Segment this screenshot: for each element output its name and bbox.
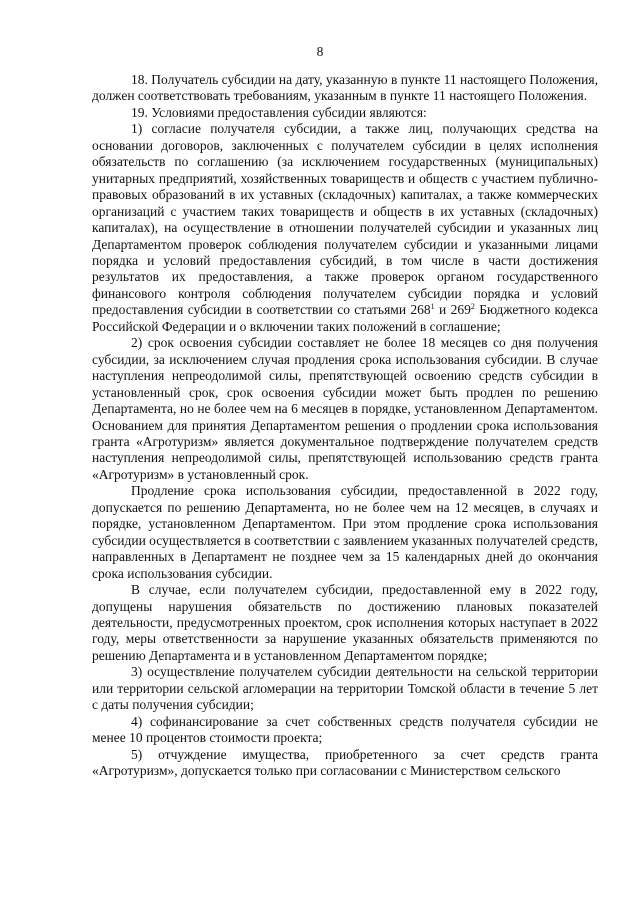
paragraph-text: 4) софинансирование за счет собственных средств получателя субсидии не менее 10 процентов стоимости проекта; (92, 713, 598, 746)
paragraph-text: и 269 (434, 302, 471, 318)
paragraph-text: 2) срок освоения субсидии составляет не более 18 месяцев со дня получения субсидии, за исключением случая продления срока использования субсидии. В случае наступления непреодолимой силы, препятствующей освоению средств субсидии в установленный срок, срок освоения субсидии может быть продлен по решению Департамента, но не более чем на 6 месяцев в порядке, установленном Департаментом. Основанием для принятия Департаментом решения о продлении срока использования гранта «Агротуризм» является документальное подтверждение получателем средств наступления непреодолимой силы, препятствующей использованию средств гранта «Агротуризм» в установленный срок. (92, 335, 598, 482)
paragraph-p19-5 (92, 747, 598, 780)
paragraph-p19-2 (92, 335, 598, 483)
paragraph-p19-1 (92, 121, 598, 335)
paragraph-text: В случае, если получателем субсидии, предоставленной ему в 2022 году, допущены нарушения обязательств по достижению плановых показателей деятельности, предусмотренных проектом, срок исполнения которых наступает в 2022 году, меры ответственности за нарушение указанных обязательств применяются по решению Департамента и в установленном Департаментом порядке; (92, 582, 598, 663)
paragraph-text: 1) согласие получателя субсидии, а также лиц, получающих средства на основании договоров, заключенных с получателем субсидии в целях исполнения обязательств по соглашению (за исключением государственных (муниципальных) унитарных предприятий, хозяйственных товариществ и обществ с участием публично-правовых образований в их уставных (складочных) капиталах, а также коммерческих организаций с участием таких товариществ и обществ в их уставных (складочных) капиталах), на осуществление в отношении получателей субсидии и указанных лиц Департаментом проверок соблюдения получателем субсидии и указанными лицами порядка и условий предоставления субсидий, в том числе в части достижения результатов их предоставления, а также проверок органом государственного финансового контроля соблюдения получателем субсидии порядка и условий предоставления субсидии в соответствии со статьями 268 (92, 121, 598, 318)
superscript: 1 (430, 302, 435, 312)
paragraph-text: 18. Получатель субсидии на дату, указанную в пункте 11 настоящего Положения, должен соответствовать требованиям, указанным в пункте 11 настоящего Положения. (92, 72, 598, 104)
paragraph-text: 5) отчуждение имущества, приобретенного за счет средств гранта «Агротуризм», допускается только при согласовании с Министерством сельского (92, 746, 598, 779)
superscript: 2 (470, 302, 475, 312)
paragraph-p19-3 (92, 664, 598, 713)
paragraph-p19 (92, 105, 598, 121)
paragraph-text: 3) осуществление получателем субсидии деятельности на сельской территории или территории сельской агломерации на территории Томской области в течение 5 лет с даты получения субсидии; (92, 664, 598, 713)
paragraph-p19-4 (92, 714, 598, 747)
paragraph-text: Бюджетного кодекса Российской Федерации и о включении таких положений в соглашение; (92, 302, 598, 334)
paragraph-text: 19. Условиями предоставления субсидии являются: (131, 104, 427, 120)
paragraph-p19-2-viol (92, 582, 598, 664)
paragraph-text: Продление срока использования субсидии, предоставленной в 2022 году, допускается по решению Департамента, но не более чем на 12 месяцев, в случаях и порядке, установленном Департаментом. При этом продление срока использования субсидии осуществляется в соответствии с заявлением указанных получателей средств, направленных в Департамент не позднее чем за 15 календарных дней до окончания срока использования субсидии. (92, 483, 598, 581)
document-body (92, 72, 598, 779)
paragraph-p18 (92, 72, 598, 105)
page-number: 8 (316, 44, 324, 59)
paragraph-p19-2-ext (92, 483, 598, 582)
